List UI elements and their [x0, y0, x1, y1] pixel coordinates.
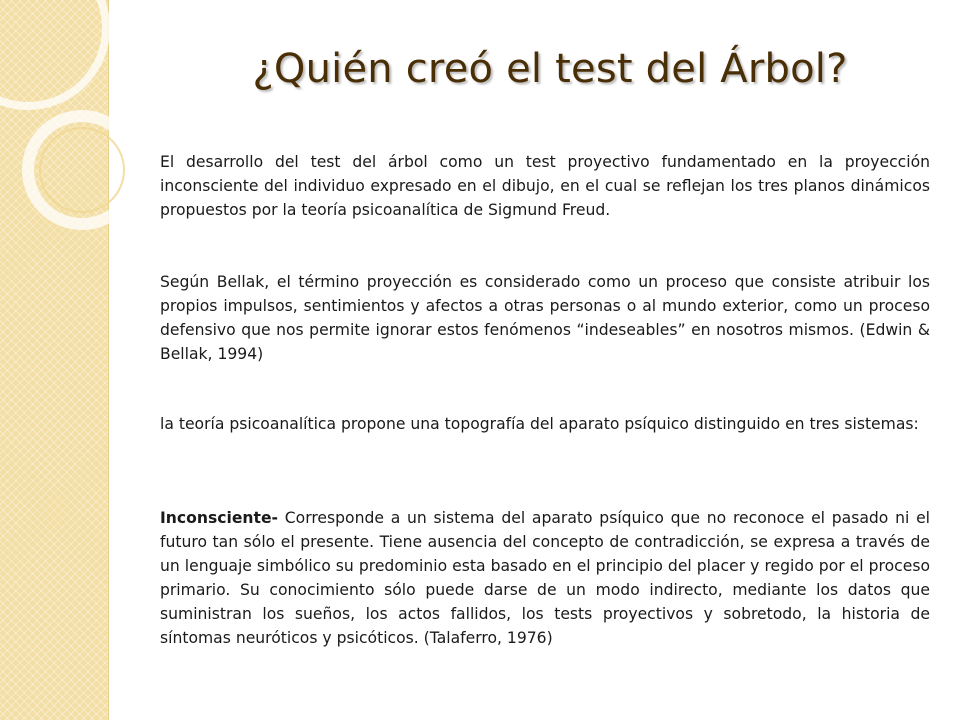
paragraph-tree-test-origin: El desarrollo del test del árbol como un test proyectivo fundamentado en la proyección inconsciente del individuo expresado en el dibujo, en el cual se reflejan los tres planos dinámicos propuestos por la teoría psicoanalítica de Sigmund Freud.: [160, 153, 930, 219]
decorative-circle-middle: [28, 116, 136, 224]
decorative-circle-inner: [40, 128, 124, 212]
term-inconsciente: Inconsciente-: [160, 509, 279, 527]
paragraph-bellak-projection: Según Bellak, el término proyección es considerado como un proceso que consiste atribuir los propios impulsos, sentimientos y afectos a otras personas o al mundo exterior, como un proceso defensivo que nos permite ignorar estos fenómenos “indeseables” en nosotros mismos. (Edwin & Bellak, 1994): [160, 273, 930, 363]
decorative-circles: [0, 0, 160, 320]
paragraph-psychoanalytic-topography: la teoría psicoanalítica propone una topografía del aparato psíquico distinguido en tres sistemas:: [160, 415, 919, 433]
unconscious-description: Corresponde a un sistema del aparato psíquico que no reconoce el pasado ni el futuro tan sólo el presente. Tiene ausencia del concepto de contradicción, se expresa a través de un lenguaje simbólico su predominio esta basado en el principio del placer y regido por el proceso primario. Su conocimiento sólo puede darse de un modo indirecto, mediante los datos que suministran los sueños, los actos fallidos, los tests proyectivos y sobretodo, la historia de síntomas neuróticos y psicóticos. (Talaferro, 1976): [160, 509, 930, 647]
paragraph-unconscious: [160, 506, 930, 650]
slide-title: ¿Quién creó el test del Árbol?: [252, 46, 848, 92]
decorative-circle-top: [0, 0, 106, 106]
